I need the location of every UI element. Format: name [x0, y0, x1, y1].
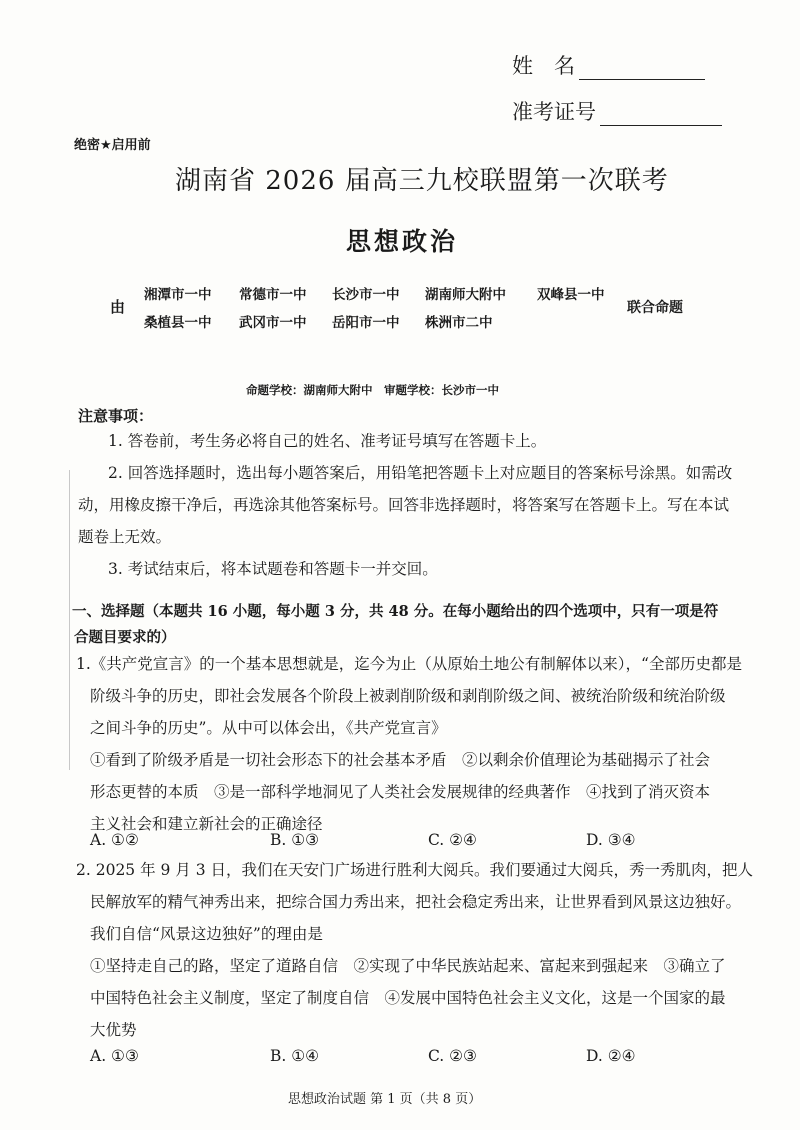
q2-option-d[interactable]: D. ②④: [586, 1047, 636, 1065]
q2-stem-cont: 民解放军的精气神秀出来，把综合国力秀出来，把社会稳定秀出来，让世界看到风景这边独好。: [90, 893, 742, 911]
q2-statements: ①坚持走自己的路，坚定了道路自信 ②实现了中华民族站起来、富起来到强起来 ③确立了: [90, 957, 726, 975]
school: 湘潭市一中: [144, 287, 212, 303]
name-field[interactable]: [512, 50, 705, 80]
q2-statements-cont: 中国特色社会主义制度，坚定了制度自信 ④发展中国特色社会主义文化，这是一个国家的最: [90, 989, 726, 1007]
notice-item-2: 2. 回答选择题时，选出每小题答案后，用铅笔把答题卡上对应题目的答案标号涂黑。如需改: [108, 464, 733, 482]
section-heading: 一、选择题（本题共 16 小题，每小题 3 分，共 48 分。在每小题给出的四个选项中，只有一项是符: [72, 603, 719, 620]
notice-item-2-end: 题卷上无效。: [78, 528, 172, 546]
notice-item-3: 3. 考试结束后，将本试题卷和答题卡一并交回。: [108, 560, 438, 578]
section-heading-cont: 合题目要求的）: [74, 629, 176, 646]
school: 岳阳市一中: [332, 315, 400, 331]
alliance-prefix: 由: [110, 298, 126, 316]
q1-option-c[interactable]: C. ②④: [428, 831, 477, 849]
school: 常德市一中: [239, 287, 307, 303]
page-footer: 思想政治试题 第 1 页（共 8 页）: [288, 1092, 482, 1107]
q1-statements-end: 主义社会和建立新社会的正确途径: [90, 815, 323, 833]
subject-title: 思想政治: [346, 227, 459, 256]
name-underline: [579, 55, 705, 80]
q2-option-a[interactable]: A. ①③: [90, 1047, 139, 1065]
secret-mark: 绝密★启用前: [74, 138, 151, 153]
exam-title: 湖南省 2026 届高三九校联盟第一次联考: [175, 166, 669, 196]
exam-id-underline: [600, 101, 722, 126]
q2-stem-end: 我们自信“风景这边独好”的理由是: [90, 925, 323, 943]
q1-stem: 1.《共产党宣言》的一个基本思想就是，迄今为止（从原始土地公有制解体以来），“全部历史都是: [76, 655, 742, 673]
q2-stem: 2. 2025 年 9 月 3 日，我们在天安门广场进行胜利大阅兵。我们要通过大阅兵，秀一秀肌肉，把人: [76, 861, 754, 879]
school: 桑植县一中: [144, 315, 212, 331]
q1-stem-end: 之间斗争的历史”。从中可以体会出，《共产党宣言》: [90, 719, 447, 737]
name-label: 姓 名: [512, 54, 575, 78]
q1-statements: ①看到了阶级矛盾是一切社会形态下的社会基本矛盾 ②以剩余价值理论为基础揭示了社会: [90, 751, 711, 769]
q1-option-b[interactable]: B. ①③: [270, 831, 320, 849]
notice-item-1: 1. 答卷前，考生务必将自己的姓名、准考证号填写在答题卡上。: [108, 432, 547, 450]
school: 湖南师大附中: [425, 287, 506, 303]
margin-rule: [69, 470, 70, 770]
alliance-suffix: 联合命题: [627, 300, 683, 316]
school: 双峰县一中: [537, 287, 605, 303]
alliance-row-2: [144, 311, 493, 331]
q2-option-c[interactable]: C. ②③: [428, 1047, 477, 1065]
exam-id-label: 准考证号: [512, 100, 596, 124]
q2-option-b[interactable]: B. ①④: [270, 1047, 320, 1065]
q1-option-a[interactable]: A. ①②: [90, 831, 139, 849]
notice-heading: 注意事项：: [78, 407, 154, 425]
school: 长沙市一中: [332, 287, 400, 303]
q1-option-d[interactable]: D. ③④: [586, 831, 636, 849]
q1-statements-cont: 形态更替的本质 ③是一部科学地洞见了人类社会发展规律的经典著作 ④找到了消灭资本: [90, 783, 711, 801]
school: 株洲市二中: [425, 315, 493, 331]
q1-stem-cont: 阶级斗争的历史，即社会发展各个阶段上被剥削阶级和剥削阶级之间、被统治阶级和统治阶级: [90, 687, 726, 705]
school: 武冈市一中: [239, 315, 307, 331]
exam-id-field[interactable]: [512, 96, 722, 126]
alliance-row-1: [144, 283, 605, 303]
setter-line: 命题学校：湖南师大附中 审题学校：长沙市一中: [246, 383, 499, 397]
notice-item-2-cont: 动，用橡皮擦干净后，再选涂其他答案标号。回答非选择题时，将答案写在答题卡上。写在本试: [78, 496, 730, 514]
q2-statements-end: 大优势: [90, 1021, 137, 1039]
